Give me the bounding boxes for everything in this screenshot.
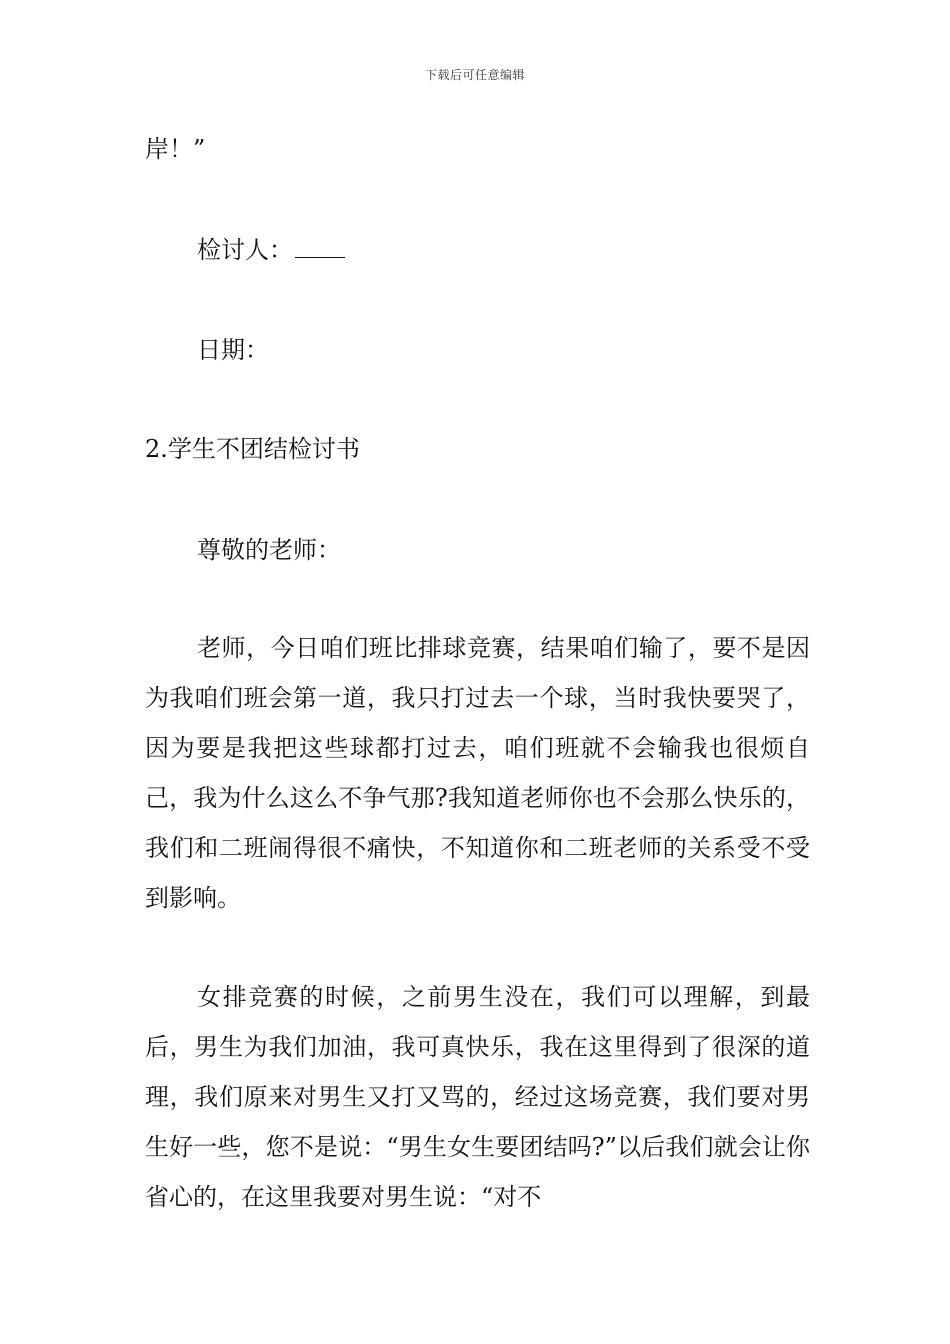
header-note: 下载后可任意编辑 [424, 68, 525, 82]
reviewer-label: 检讨人： [197, 236, 293, 264]
body-paragraph: 老师，今日咱们班比排球竞赛，结果咱们输了，要不是因为我咱们班会第一道，我只打过去一个球，当时我快要哭了，因为要是我把这些球都打过去，咱们班就不会输我也很烦自己，我为什么这么不争气那?我知道老师你也不会那么快乐的，我们和二班闹得很不痛快，不知道你和二班老师的关系受不受到影响。 [145, 634, 810, 912]
date-label: 日期： [197, 336, 269, 364]
continued-text-line: 岸！” [145, 135, 206, 163]
salutation: 尊敬的老师： [197, 536, 341, 564]
signature-blank [295, 235, 345, 258]
section-title: 2.学生不团结检讨书 [145, 435, 360, 463]
reviewer-line [197, 235, 345, 265]
body-paragraph: 女排竞赛的时候，之前男生没在，我们可以理解，到最后，男生为我们加油，我可真快乐，我在这里得到了很深的道理，我们原来对男生又打又骂的，经过这场竞赛，我们要对男生好一些，您不是说：“男生女生要团结吗?”以后我们就会让你省心的，在这里我要对男生说：“对不 [145, 983, 810, 1211]
